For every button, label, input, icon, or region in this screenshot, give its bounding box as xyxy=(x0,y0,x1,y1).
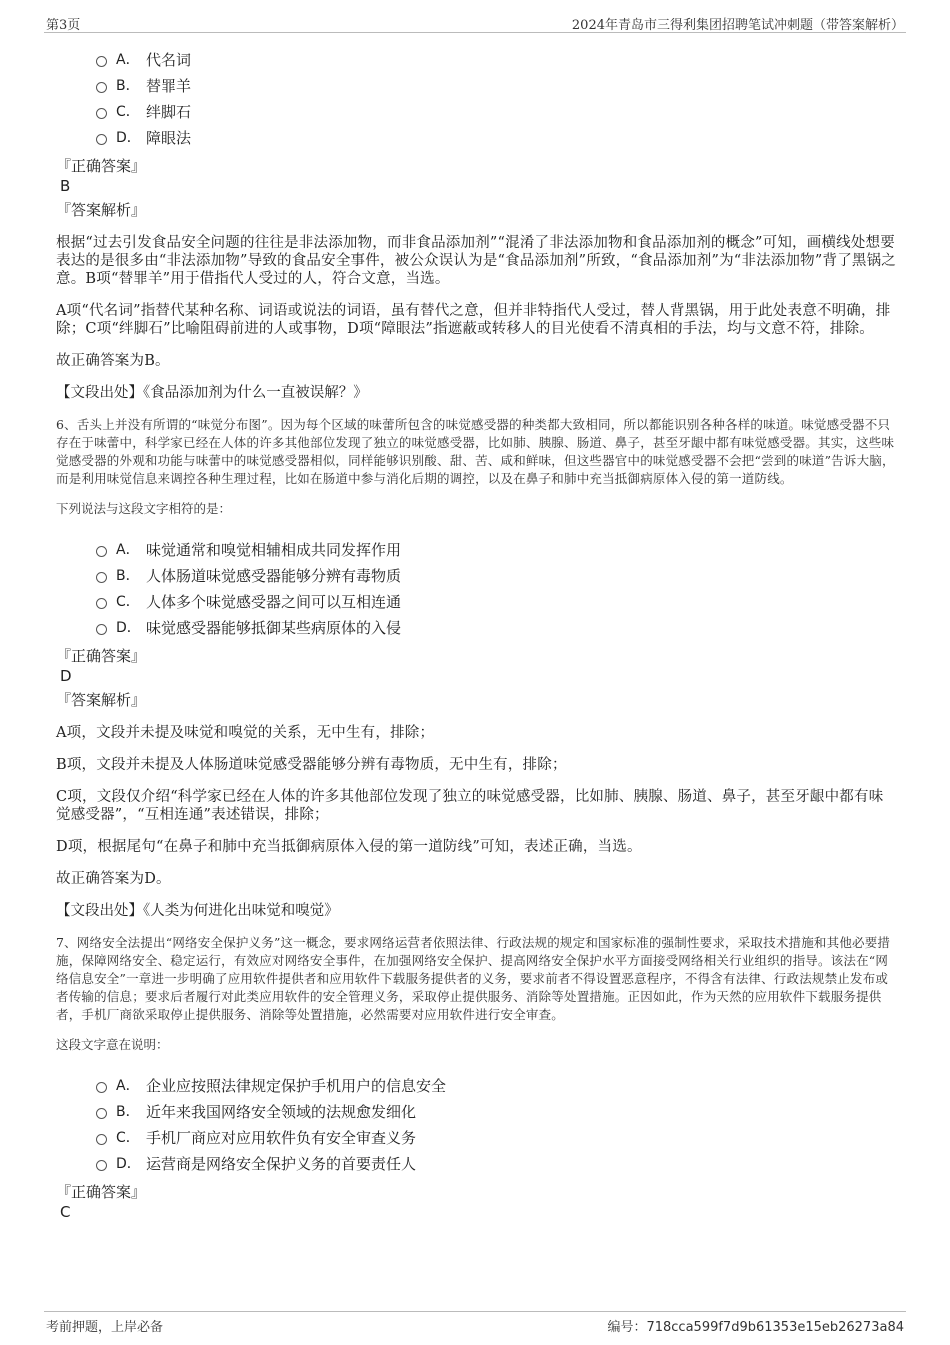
page-content xyxy=(56,40,898,1226)
q6-option-c[interactable]: C． 人体多个味觉感受器之间可以互相连通 xyxy=(96,588,898,614)
q5-analysis-3: 故正确答案为B。 xyxy=(56,353,170,369)
q6-option-b[interactable]: B． 人体肠道味觉感受器能够分辨有毒物质 xyxy=(96,562,898,588)
radio-icon[interactable] xyxy=(96,1160,107,1171)
footer-slogan: 考前押题，上岸必备 xyxy=(46,1320,164,1335)
q6-source: 【文段出处】《人类为何进化出味觉和嗅觉》 xyxy=(56,903,339,919)
q7-stem: 7、网络安全法提出“网络安全保护义务”这一概念，要求网络运营者依照法律、行政法规的规定和国家标准的强制性要求，采取技术措施和其他必要措施，保障网络安全、稳定运行，有效应对网络安全事件，在加强网络安全保护、提高网络安全保护水平方面接受网络相关行业组织的指导。该法在“网络信息安全”一章进一步明确了应用软件提供者和应用软件下载服务提供者的义务，要求前者不得设置恶意程序，不得含有法律、行政法规禁止发布或者传输的信息；要求后者履行对此类应用软件的安全管理义务，采取停止提供服务、消除等处置措施。正因如此，作为天然的应用软件下载服务提供者，手机厂商欲采取停止提供服务、消除等处置措施，必然需要对应用软件进行安全审查。 xyxy=(56,935,891,1022)
document-title: 2024年青岛市三得利集团招聘笔试冲刺题（带答案解析） xyxy=(571,18,904,33)
q5-option-a[interactable]: A． 代名词 xyxy=(96,46,898,72)
radio-icon[interactable] xyxy=(96,624,107,635)
radio-icon[interactable] xyxy=(96,546,107,557)
q5-options xyxy=(96,46,898,150)
q6-option-a[interactable]: A． 味觉通常和嗅觉相辅相成共同发挥作用 xyxy=(96,536,898,562)
q6-option-d[interactable]: D． 味觉感受器能够抵御某些病原体的入侵 xyxy=(96,614,898,640)
q6-analysis-4: D项，根据尾句“在鼻子和肺中充当抵御病原体入侵的第一道防线”可知，表述正确，当选。 xyxy=(56,839,642,855)
q5-analysis-1: 根据“过去引发食品安全问题的往往是非法添加物，而非食品添加剂”“混淆了非法添加物和食品添加剂的概念”可知，画横线处想要表达的是很多由“非法添加物”导致的食品安全事件，被公众误认为是“食品添加剂”所致，“食品添加剂”为“非法添加物”背了黑锅之意。B项“替罪羊”用于借指代人受过的人，符合文意，当选。 xyxy=(56,235,896,287)
q6-analysis-5: 故正确答案为D。 xyxy=(56,871,171,887)
radio-icon[interactable] xyxy=(96,82,107,93)
document-code-value: 718cca599f7d9b61353e15eb26273a84 xyxy=(646,1320,904,1335)
radio-icon[interactable] xyxy=(96,1108,107,1119)
q6-answer: D xyxy=(60,667,72,685)
q5-analysis-2: A项“代名词”指替代某种名称、词语或说法的词语，虽有替代之意，但并非特指代人受过，替人背黑锅，用于此处表意不明确，排除；C项“绊脚石”比喻阻碍前进的人或事物，D项“障眼法”指遮蔽或转移人的目光使看不清真相的手法，均与文意不符，排除。 xyxy=(56,303,891,337)
q5-answer: B xyxy=(60,177,71,195)
radio-icon[interactable] xyxy=(96,1134,107,1145)
q6-analysis-2: B项，文段并未提及人体肠道味觉感受器能够分辨有毒物质，无中生有，排除； xyxy=(56,757,567,773)
q7-option-c[interactable]: C． 手机厂商应对应用软件负有安全审查义务 xyxy=(96,1124,898,1150)
q5-answer-label: 『正确答案』 xyxy=(56,157,147,175)
document-code xyxy=(607,1316,904,1335)
q5-option-d[interactable]: D． 障眼法 xyxy=(96,124,898,150)
q7-option-d[interactable]: D． 运营商是网络安全保护义务的首要责任人 xyxy=(96,1150,898,1176)
q6-analysis-label: 『答案解析』 xyxy=(56,691,147,709)
radio-icon[interactable] xyxy=(96,1082,107,1093)
radio-icon[interactable] xyxy=(96,56,107,67)
q7-answer-label: 『正确答案』 xyxy=(56,1183,147,1201)
document-code-label: 编号： xyxy=(607,1320,647,1335)
radio-icon[interactable] xyxy=(96,572,107,583)
radio-icon[interactable] xyxy=(96,134,107,145)
q6-stem: 6、舌头上并没有所谓的“味觉分布图”。因为每个区域的味蕾所包含的味觉感受器的种类都大致相同，所以都能识别各种各样的味道。味觉感受器不只存在于味蕾中，科学家已经在人体的许多其他部位发现了独立的味觉感受器，比如肺、胰腺、肠道、鼻子，甚至牙龈中都有味觉感受器。其实，这些味觉感受器的外观和功能与味蕾中的味觉感受器相似，同样能够识别酸、甜、苦、咸和鲜味，但这些器官中的味觉感受器不会把“尝到的味道”告诉大脑，而是利用味觉信息来调控各种生理过程，比如在肠道中参与消化后期的调控，以及在鼻子和肺中充当抵御病原体入侵的第一道防线。 xyxy=(56,417,895,486)
q6-answer-label: 『正确答案』 xyxy=(56,647,147,665)
q6-options xyxy=(96,536,898,640)
q7-option-b[interactable]: B． 近年来我国网络安全领域的法规愈发细化 xyxy=(96,1098,898,1124)
q5-source: 【文段出处】《食品添加剂为什么一直被误解？》 xyxy=(56,385,368,401)
q7-option-a[interactable]: A． 企业应按照法律规定保护手机用户的信息安全 xyxy=(96,1072,898,1098)
page-number: 第3页 xyxy=(46,18,81,33)
q6-analysis-3: C项，文段仅介绍“科学家已经在人体的许多其他部位发现了独立的味觉感受器，比如肺、胰腺、肠道、鼻子，甚至牙龈中都有味觉感受器”，“互相连通”表述错误，排除； xyxy=(56,789,884,823)
q7-answer: C xyxy=(60,1203,71,1221)
q6-analysis-1: A项，文段并未提及味觉和嗅觉的关系，无中生有，排除； xyxy=(56,725,435,741)
footer-divider xyxy=(44,1311,906,1312)
q5-option-b[interactable]: B． 替罪羊 xyxy=(96,72,898,98)
radio-icon[interactable] xyxy=(96,598,107,609)
radio-icon[interactable] xyxy=(96,108,107,119)
page-header xyxy=(0,0,950,36)
q7-options xyxy=(96,1072,898,1176)
q7-prompt: 这段文字意在说明： xyxy=(56,1037,169,1052)
header-divider xyxy=(44,32,906,33)
q6-prompt: 下列说法与这段文字相符的是： xyxy=(56,501,232,516)
q5-analysis-label: 『答案解析』 xyxy=(56,201,147,219)
q5-option-c[interactable]: C． 绊脚石 xyxy=(96,98,898,124)
